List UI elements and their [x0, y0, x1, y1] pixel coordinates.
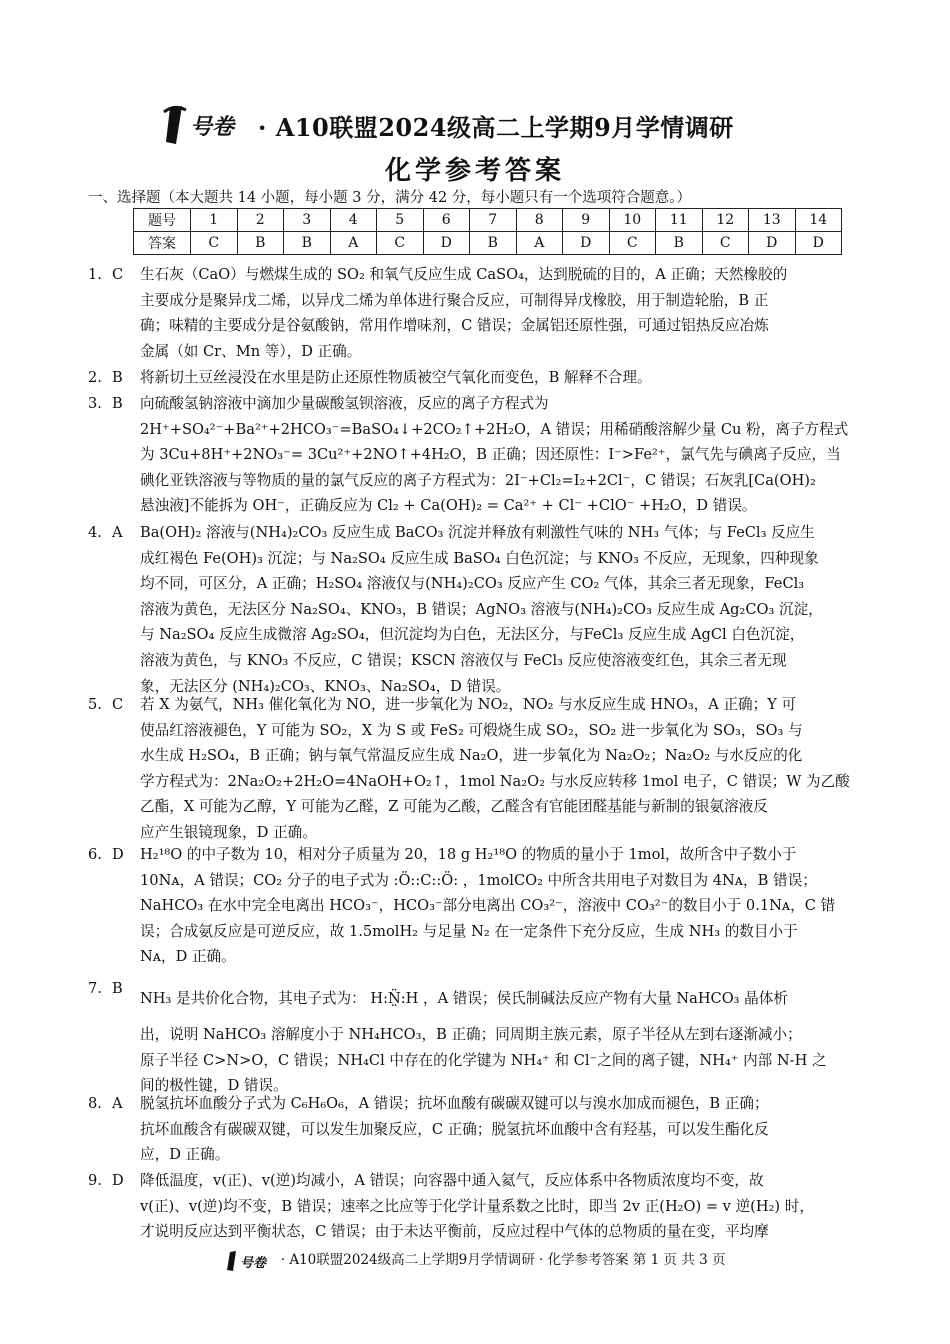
explanation-line: 才说明反应达到平衡状态，C 错误；由于未达平衡前，反应过程中气体的总物质的量在变，平均摩: [140, 1223, 769, 1241]
explanation-line: 为 3Cu+8H⁺+2NO₃⁻= 3Cu²⁺+2NO↑+4H₂O，B 正确；因还原性：I⁻>Fe²⁺，氯气先与碘离子反应，当: [140, 446, 841, 464]
explanation-line: 向硫酸氢钠溶液中滴加少量碳酸氢钡溶液，反应的离子方程式为: [140, 395, 549, 412]
brand-logo-text: 号卷: [190, 114, 235, 140]
question-answer: C: [112, 266, 124, 283]
question-answer: D: [112, 1172, 124, 1189]
explanation-line: 象，无法区分 (NH₄)₂CO₃、KNO₃、Na₂SO₄，D 错误。: [140, 677, 511, 695]
question-answer: B: [112, 369, 123, 386]
explanation-line: 脱氢抗坏血酸分子式为 C₆H₆O₆，A 错误；抗坏血酸有碳碳双键可以与溴水加成而褪色，B 正确；: [140, 1095, 769, 1112]
answer-cell: D: [423, 232, 470, 255]
explanation-line: 确；味精的主要成分是谷氨酸钠，常用作增味剂，C 错误；金属铝还原性强，可通过铝热反应冶炼: [140, 317, 769, 335]
question-explanation: [88, 520, 863, 699]
explanation-line: 10Nᴀ，A 错误；CO₂ 分子的电子式为 :Ö::C::Ö: ，1molCO₂ 中所含共用电子对数目为 4Nᴀ，B 错误；: [140, 871, 817, 889]
answer-cell: B: [470, 232, 517, 255]
answer-cell: B: [237, 232, 284, 255]
question-number: 3.: [88, 395, 102, 412]
answer-table-row-numbers: [134, 209, 842, 232]
question-number-cell: 11: [656, 209, 703, 232]
explanation-line: 乙酯，X 可能为乙醇，Y 可能为乙醛，Z 可能为乙酸，乙醛含有官能团醛基能与新制的银氨溶液反: [140, 798, 768, 816]
question-answer: B: [112, 395, 123, 412]
explanation-line: 应产生银镜现象，D 正确。: [140, 823, 317, 841]
question-number-cell: 2: [237, 209, 284, 232]
question-explanation: [88, 262, 863, 364]
question-explanation: [88, 842, 863, 970]
explanation-text: [140, 842, 863, 970]
footer-logo-text: 号卷: [240, 1255, 267, 1271]
question-number-cell: 5: [377, 209, 424, 232]
question-number-cell: 7: [470, 209, 517, 232]
explanation-line: NH₃ 是共价化合物，其电子式为： H:N̤̈:H ，A 错误；侯氏制碱法反应产物有大量 NaHCO₃ 晶体析: [140, 990, 788, 1007]
question-explanation: [88, 365, 863, 391]
question-number-cell: 9: [563, 209, 610, 232]
explanation-line: 生石灰（CaO）与燃煤生成的 SO₂ 和氧气反应生成 CaSO₄，达到脱硫的目的，A 正确；天然橡胶的: [140, 266, 788, 283]
footer-logo: [224, 1250, 276, 1272]
document-subtitle: 化学参考答案: [384, 156, 565, 186]
answer-cell: D: [749, 232, 796, 255]
question-number: 6.: [88, 846, 102, 863]
question-number-cell: 8: [516, 209, 563, 232]
question-number-cell: 10: [609, 209, 656, 232]
explanation-line: 主要成分是聚异戊二烯，以异戊二烯为单体进行聚合反应，可制得异戊橡胶，用于制造轮胎，B 正: [140, 291, 769, 309]
explanation-line: 溶液为黄色，无法区分 Na₂SO₄、KNO₃，B 错误；AgNO₃ 溶液与(NH₄)₂CO₃ 反应生成 Ag₂CO₃ 沉淀，: [140, 600, 823, 618]
explanation-line: 将新切土豆丝浸没在水里是防止还原性物质被空气氧化而变色，B 解释不合理。: [140, 369, 652, 386]
explanation-line: 水生成 H₂SO₄，B 正确；钠与氧气常温反应生成 Na₂O，进一步氧化为 Na₂O₂；Na₂O₂ 与水反应的化: [140, 747, 803, 765]
question-number-cell: 13: [749, 209, 796, 232]
question-explanation: [88, 976, 863, 1099]
explanation-line: 若 X 为氨气，NH₃ 催化氧化为 NO，进一步氧化为 NO₂，NO₂ 与水反应生成 HNO₃，A 正确；Y 可: [140, 696, 797, 713]
document-title: · A10联盟2024级高二上学期9月学情调研: [258, 113, 734, 142]
explanation-text: [140, 1091, 863, 1168]
explanation-text: [140, 1168, 863, 1245]
answer-table-answer-label: 答案: [134, 232, 191, 255]
explanation-text: [140, 365, 863, 391]
explanation-line: 原子半径 C>N>O，C 错误；NH₄Cl 中存在的化学键为 NH₄⁺ 和 Cl⁻之间的离子键，NH₄⁺ 内部 N-H 之: [140, 1051, 827, 1069]
answer-cell: D: [795, 232, 842, 255]
question-answer: A: [112, 524, 123, 541]
footer-text: · A10联盟2024级高二上学期9月学情调研 · 化学参考答案 第 1 页 共 3 页: [280, 1252, 726, 1268]
section-title: 一、选择题（本大题共 14 小题，每小题 3 分，满分 42 分，每小题只有一个选项符合题意。）: [88, 190, 692, 206]
answer-cell: A: [516, 232, 563, 255]
explanation-line: 应，D 正确。: [140, 1146, 230, 1164]
explanation-line: 悬浊液]不能拆为 OH⁻，正确反应为 Cl₂ + Ca(OH)₂ = Ca²⁺ + Cl⁻ +ClO⁻ +H₂O，D 错误。: [140, 497, 757, 515]
answer-table-row-answers: [134, 232, 842, 255]
explanation-line: v(正)、v(逆)均不变，B 错误；速率之比应等于化学计量系数之比时，即当 2v 正(H₂O) = v 逆(H₂) 时，: [140, 1197, 814, 1215]
question-number-cell: 1: [191, 209, 238, 232]
answer-table: [133, 208, 842, 255]
question-explanation: [88, 1091, 863, 1168]
question-number-cell: 3: [284, 209, 331, 232]
question-number: 7.: [88, 980, 102, 997]
question-explanation: [88, 391, 863, 519]
question-number: 1.: [88, 266, 102, 283]
question-number-cell: 4: [330, 209, 377, 232]
explanation-line: 误；合成氨反应是可逆反应，故 1.5molH₂ 与足量 N₂ 在一定条件下充分反应，生成 NH₃ 的数目小于: [140, 922, 798, 940]
question-number-cell: 14: [795, 209, 842, 232]
explanation-line: 学方程式为：2Na₂O₂+2H₂O=4NaOH+O₂↑，1mol Na₂O₂ 与水反应转移 1mol 电子，C 错误；W 为乙酸: [140, 772, 850, 790]
explanation-line: 降低温度，v(正)、v(逆)均减小，A 错误；向容器中通入氦气，反应体系中各物质浓度均不变，故: [140, 1172, 764, 1189]
explanation-line: 间的极性键，D 错误。: [140, 1077, 288, 1095]
question-number: 8.: [88, 1095, 102, 1112]
explanation-text: [140, 391, 863, 519]
explanation-line: 均不同，可区分，A 正确；H₂SO₄ 溶液仅与(NH₄)₂CO₃ 反应产生 CO₂ 气体，其余三者无现象，FeCl₃: [140, 575, 805, 593]
question-number: 4.: [88, 524, 102, 541]
explanation-line: 与 Na₂SO₄ 反应生成微溶 Ag₂SO₄，但沉淀均为白色，无法区分，与FeCl₃ 反应生成 AgCl 白色沉淀，: [140, 626, 805, 644]
explanation-line: H₂¹⁸O 的中子数为 10，相对分子质量为 20，18 g H₂¹⁸O 的物质的量小于 1mol，故所含中子数小于: [140, 846, 797, 863]
explanation-line: Nᴀ，D 正确。: [140, 948, 236, 966]
page-footer: [0, 1248, 950, 1272]
explanation-text: [140, 262, 863, 364]
answer-cell: B: [656, 232, 703, 255]
explanation-line: 使品红溶液褪色，Y 可能为 SO₂，X 为 S 或 FeS₂ 可煅烧生成 SO₂，SO₂ 进一步氧化为 SO₃，SO₃ 与: [140, 721, 803, 739]
answer-cell: C: [702, 232, 749, 255]
question-answer: C: [112, 696, 124, 713]
question-answer: A: [112, 1095, 123, 1112]
answer-cell: C: [377, 232, 424, 255]
explanation-line: NaHCO₃ 在水中完全电离出 HCO₃⁻，HCO₃⁻部分电离出 CO₃²⁻，溶液中 CO₃²⁻的数目小于 0.1Nᴀ，C 错: [140, 897, 836, 915]
question-number: 9.: [88, 1172, 102, 1189]
explanation-line: 出，说明 NaHCO₃ 溶解度小于 NH₄HCO₃，B 正确；同周期主族元素，原子半径从左到右逐渐减小；: [140, 1026, 802, 1043]
answer-table-header-label: 题号: [134, 209, 191, 232]
question-explanation: [88, 1168, 863, 1245]
answer-cell: B: [284, 232, 331, 255]
explanation-line: Ba(OH)₂ 溶液与(NH₄)₂CO₃ 反应生成 BaCO₃ 沉淀并释放有刺激性气味的 NH₃ 气体；与 FeCl₃ 反应生: [140, 524, 815, 541]
explanation-line: 金属（如 Cr、Mn 等），D 正确。: [140, 342, 362, 360]
answer-cell: C: [191, 232, 238, 255]
document-header: [150, 102, 800, 150]
explanation-line: 溶液为黄色，与 KNO₃ 不反应，C 错误；KSCN 溶液仅与 FeCl₃ 反应使溶液变红色，其余三者无现: [140, 651, 787, 669]
explanation-line: 碘化亚铁溶液与等物质的量的氯气反应的离子方程式为：2I⁻+Cl₂=I₂+2Cl⁻，C 错误；石灰乳[Ca(OH)₂: [140, 471, 816, 489]
explanation-line: 成红褐色 Fe(OH)₃ 沉淀；与 Na₂SO₄ 反应生成 BaSO₄ 白色沉淀；与 KNO₃ 不反应，无现象，四种现象: [140, 549, 819, 567]
question-number-cell: 12: [702, 209, 749, 232]
explanation-line: 2H⁺+SO₄²⁻+Ba²⁺+2HCO₃⁻=BaSO₄↓+2CO₂↑+2H₂O，A 错误；用稀硝酸溶解少量 Cu 粉，离子方程式: [140, 420, 849, 438]
question-number: 2.: [88, 369, 102, 386]
explanation-text: [140, 976, 863, 1099]
question-number: 5.: [88, 696, 102, 713]
question-explanation: [88, 692, 863, 846]
question-answer: D: [112, 846, 124, 863]
brand-logo: [160, 104, 250, 146]
question-answer: B: [112, 980, 123, 997]
question-number-cell: 6: [423, 209, 470, 232]
answer-cell: A: [330, 232, 377, 255]
explanation-text: [140, 692, 863, 846]
explanation-text: [140, 520, 863, 699]
answer-cell: D: [563, 232, 610, 255]
explanation-line: 抗坏血酸含有碳碳双键，可以发生加聚反应，C 正确；脱氢抗坏血酸中含有羟基，可以发生酯化反: [140, 1120, 769, 1138]
answer-cell: C: [609, 232, 656, 255]
